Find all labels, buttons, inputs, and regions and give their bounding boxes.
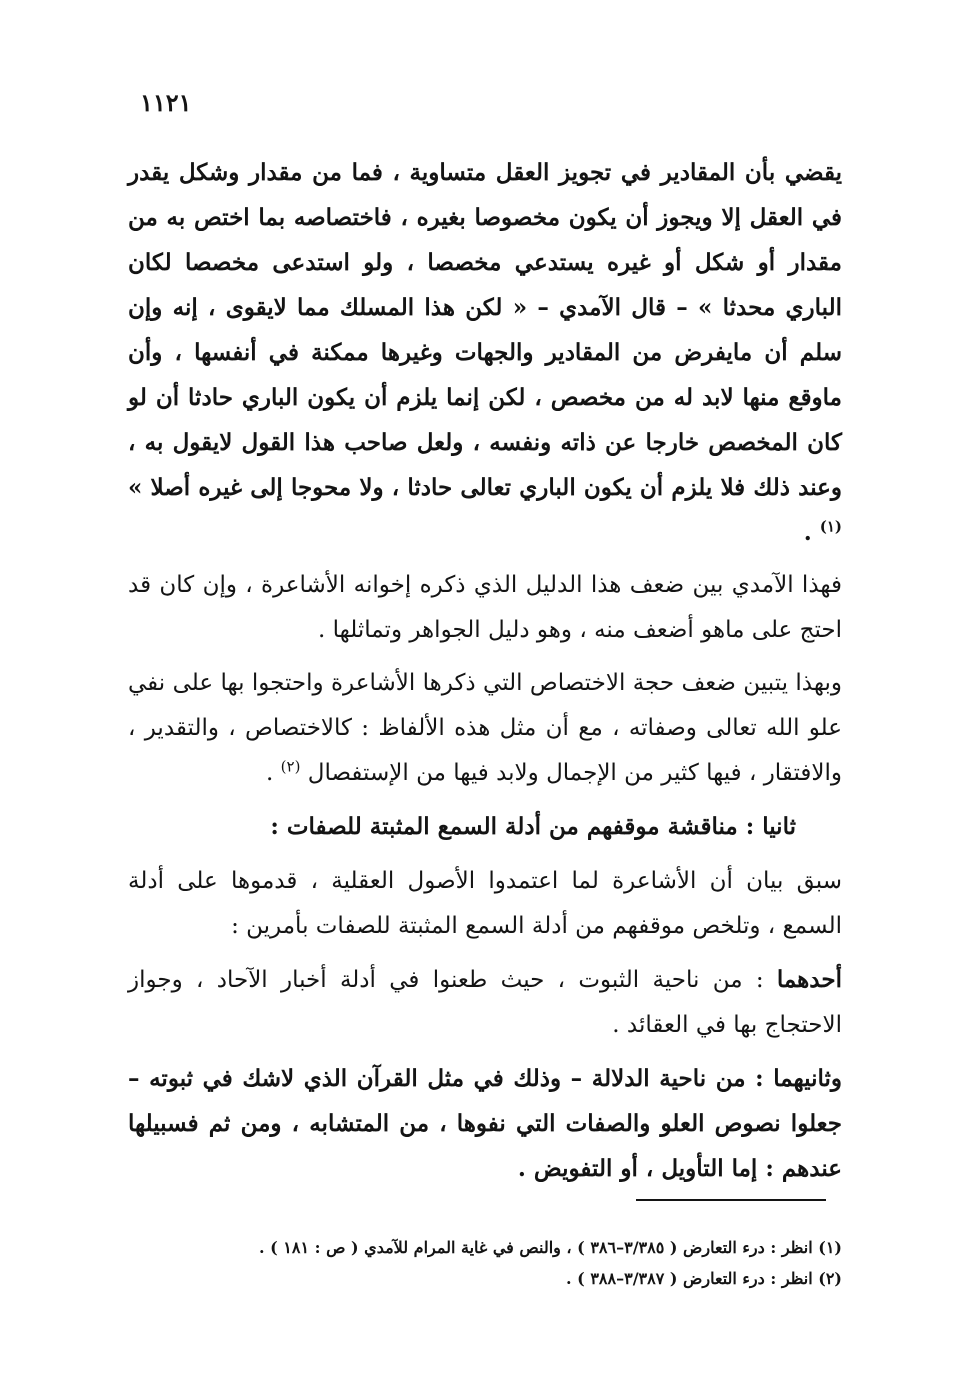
paragraph-text: سبق بيان أن الأشاعرة لما اعتمدوا الأصول العقلية ، قدموها على أدلة السمع ، وتلخص موقفهم من أدلة السمع المثبتة للصفات بأمرين : xyxy=(128,868,842,939)
paragraph-ikhtisas xyxy=(128,661,842,796)
section-heading: ثانيا : مناقشة موقفهم من أدلة السمع المثبتة للصفات : xyxy=(270,813,796,840)
paragraph-amidi xyxy=(128,563,842,653)
footnote-2: (٢) انظر : درء التعارض ( ٣/٣٨٧–٣٨٨ ) . xyxy=(566,1269,842,1288)
footnote-ref-1: (١) xyxy=(819,517,842,536)
paragraph-text: وثانيهما : من ناحية الدلالة – وذلك في مثل القرآن الذي لاشك في ثبوته – جعلوا نصوص العلو والصفات التي نفوها ، من المتشابه ، ومن ثم فسبيلها عندهم : إما التأويل ، أو التفويض . xyxy=(128,1065,842,1182)
footnotes xyxy=(128,1232,842,1294)
paragraph-tail: . xyxy=(803,519,820,546)
page-number: ١١٢١ xyxy=(140,88,192,117)
paragraph-text: فهذا الآمدي بين ضعف هذا الدليل الذي ذكره إخوانه الأشاعرة ، وإن كان قد احتج على ماهو أضعف منه ، وهو دليل الجواهر وتماثلها . xyxy=(128,572,842,643)
paragraph-lead: أحدهما xyxy=(776,966,842,993)
paragraph-first xyxy=(128,957,842,1048)
footnote-1: (١) انظر : درء التعارض ( ٣/٣٨٥–٣٨٦ ) ، والنص في غاية المرام للآمدي ( ص : ١٨١ ) . xyxy=(259,1238,842,1257)
paragraph-quote xyxy=(128,150,842,555)
footnote-ref-2: (٢) xyxy=(280,757,301,776)
paragraph-text: : من ناحية الثبوت ، حيث طعنوا في أدلة أخبار الآحاد ، وجواز الاحتجاج بها في العقائد . xyxy=(128,967,842,1038)
paragraph-intro xyxy=(128,859,842,949)
paragraph-second xyxy=(128,1056,842,1191)
paragraph-tail: . xyxy=(266,760,281,786)
page-body xyxy=(128,150,842,1199)
paragraph-text: يقضي بأن المقادير في تجويز العقل متساوية ، فما من مقدار وشكل يقدر في العقل إلا ويجوز أن يكون مخصوصا بغيره ، فاختصاصه بما اختص به من مقدار أو شكل أو غيره يستدعي مخصصا ، ولو استدعى مخصصا لكان الباري محدثا » – قال الآمدي – « لكن هذا المسلك مما لايقوى ، إنه وإن سلم أن مايفرض من المقادير والجهات وغيرها ممكنة في أنفسها ، وأن ماوقع منها لابد له من مخصص ، لكن إنما يلزم أن يكون الباري حادثا أن لو كان المخصص خارجا عن ذاته ونفسه ، ولعل صاحب هذا القول لايقول به ، وعند ذلك فلا يلزم أن يكون الباري تعالى حادثا ، ولا محوجا إلى غيره أصلا » xyxy=(128,159,842,501)
footnote-divider xyxy=(636,1199,826,1201)
paragraph-text: وبهذا يتبين ضعف حجة الاختصاص التي ذكرها الأشاعرة واحتجوا بها على نفي علو الله تعالى وصفاته ، مع أن مثل هذه الألفاظ : كالاختصاص ، والتقدير ، والافتقار ، فيها كثير من الإجمال ولابد فيها من الإستفصال xyxy=(128,670,842,786)
